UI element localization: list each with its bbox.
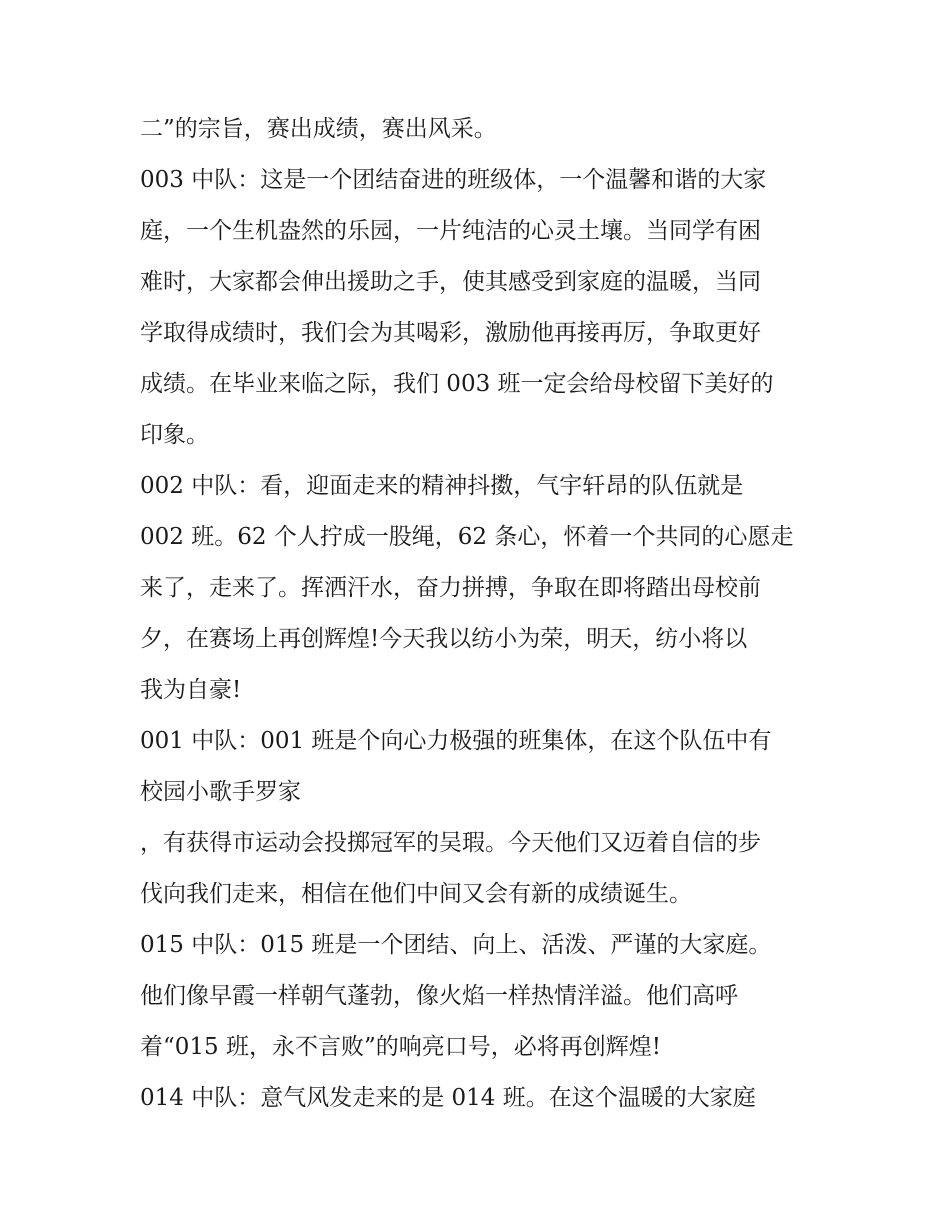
text-line: 002 班。62 个人拧成一股绳，62 条心，怀着一个共同的心愿走 [140,524,794,550]
text-line: 015 中队：015 班是一个团结、向上、活泼、严谨的大家庭。 [140,932,772,958]
text-line: 002 中队：看，迎面走来的精神抖擞，气宇轩昂的队伍就是 [140,473,744,499]
text-line: 夕，在赛场上再创辉煌!今天我以纺小为荣，明天，纺小将以 [140,626,748,652]
text-line: 014 中队：意气风发走来的是 014 班。在这个温暖的大家庭 [140,1085,756,1111]
document-body [140,104,820,1124]
text-line: 难时，大家都会伸出援助之手，使其感受到家庭的温暖，当同 [140,269,761,295]
text-line: ，有获得市运动会投掷冠军的吴瑕。今天他们又迈着自信的步 [140,830,761,856]
text-line: 校园小歌手罗家 [140,779,301,805]
text-line: 庭，一个生机盎然的乐园，一片纯洁的心灵土壤。当同学有困 [140,218,761,244]
text-line: 我为自豪! [140,677,242,703]
text-line: 学取得成绩时，我们会为其喝彩，激励他再接再厉，争取更好 [140,320,761,346]
text-line: 001 中队：001 班是个向心力极强的班集体，在这个队伍中有 [140,728,772,754]
text-line: 003 中队：这是一个团结奋进的班级体，一个温馨和谐的大家 [140,167,767,193]
text-line: 印象。 [140,422,209,448]
text-line: 伐向我们走来，相信在他们中间又会有新的成绩诞生。 [140,881,692,907]
text-line: 二”的宗旨，赛出成绩，赛出风采。 [140,116,497,142]
text-line: 来了，走来了。挥洒汗水，奋力拼搏，争取在即将踏出母校前 [140,575,761,601]
text-line: 成绩。在毕业来临之际，我们 003 班一定会给母校留下美好的 [140,371,774,397]
text-line: 他们像早霞一样朝气蓬勃，像火焰一样热情洋溢。他们高呼 [140,983,738,1009]
text-line: 着“015 班，永不言败”的响亮口号，必将再创辉煌! [140,1034,661,1060]
